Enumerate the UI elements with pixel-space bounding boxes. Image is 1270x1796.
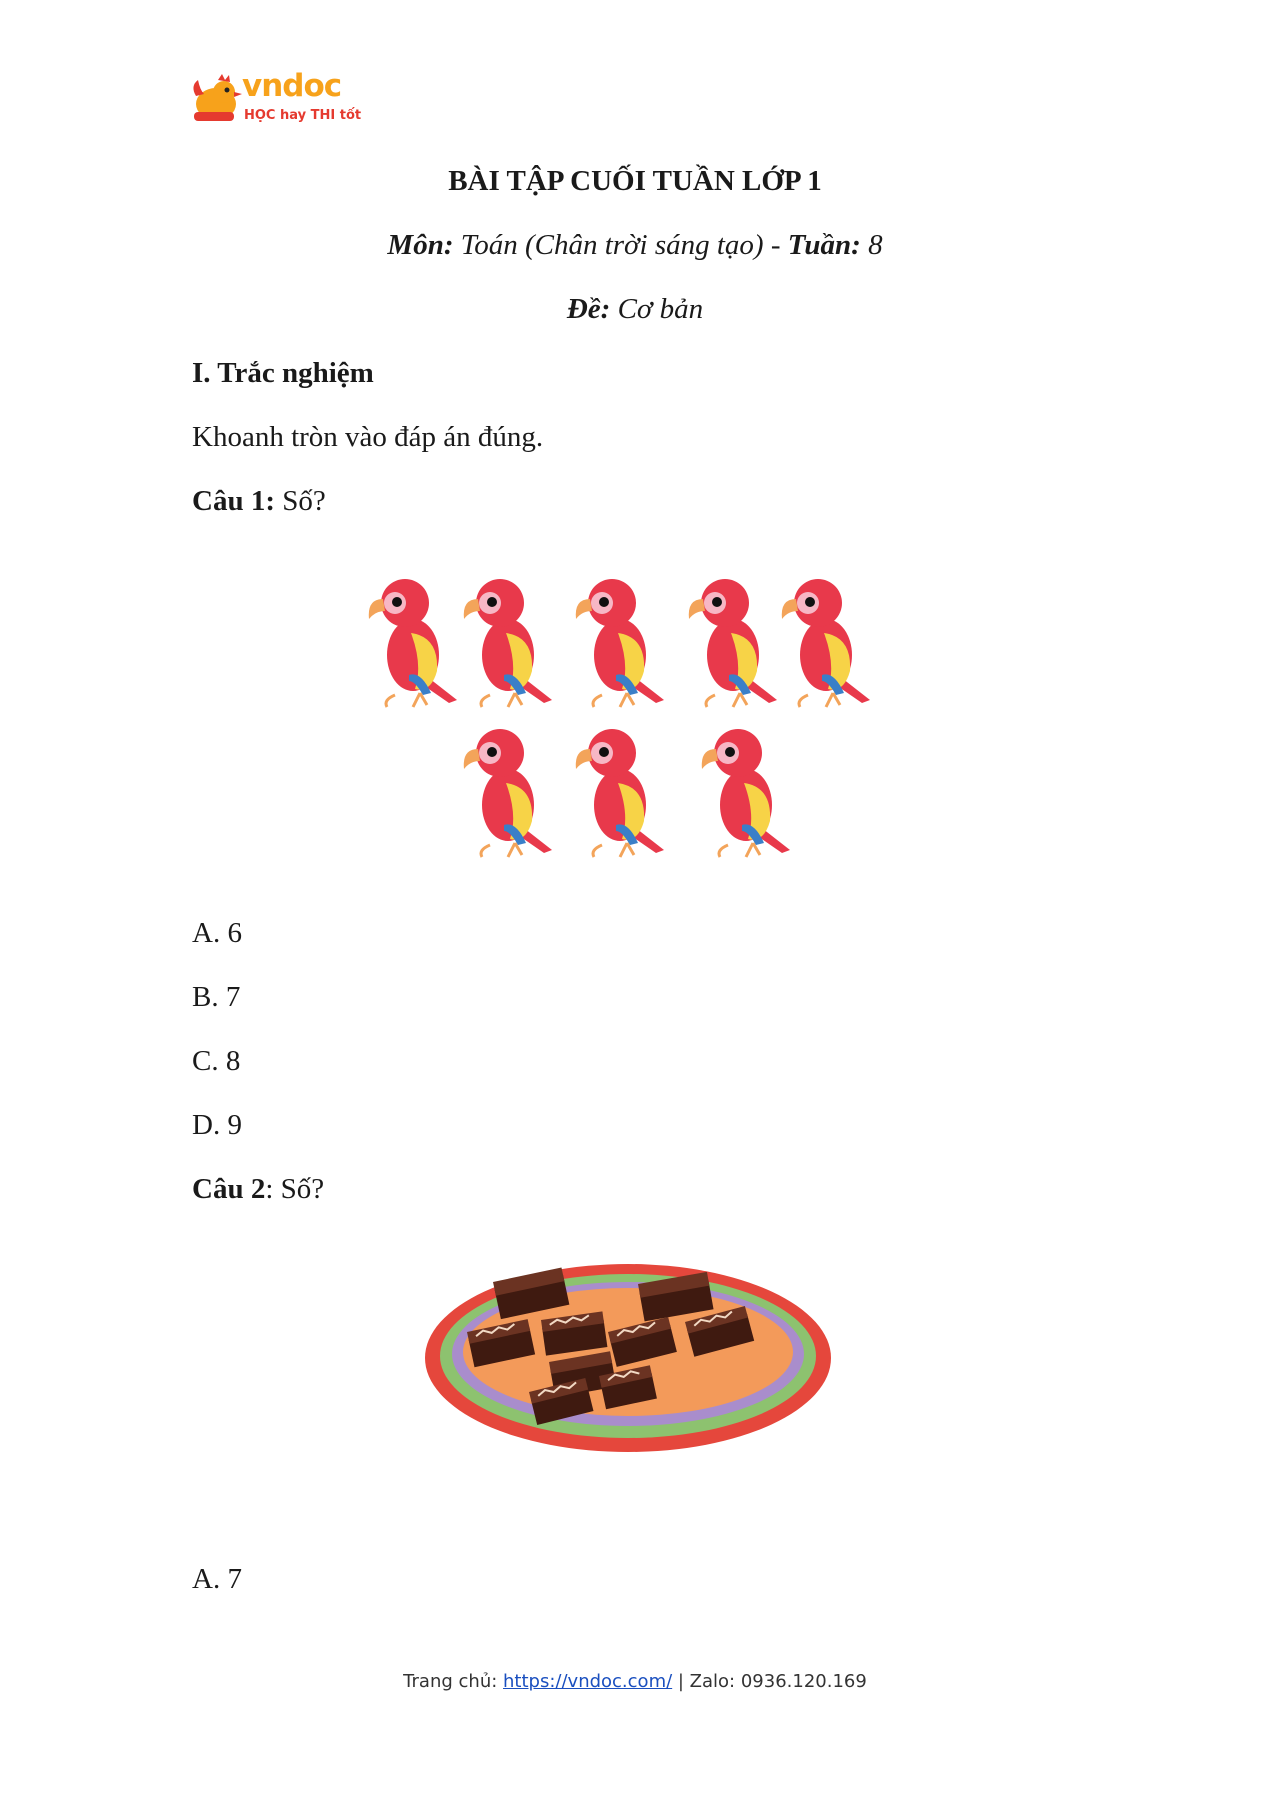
level-value: Cơ bản [610, 293, 704, 325]
parrot-image [365, 575, 465, 710]
rooster-icon [190, 74, 244, 124]
subject-label: Môn: [387, 229, 454, 261]
subject-value: Toán (Chân trời sáng tạo) - [453, 229, 788, 261]
question-2 [192, 1173, 324, 1206]
q1-option-b[interactable]: B. 7 [192, 981, 241, 1013]
week-label: Tuần: [787, 229, 861, 261]
subject-line [0, 229, 1270, 262]
page-title: BÀI TẬP CUỐI TUẦN LỚP 1 [448, 165, 822, 197]
question-1 [192, 485, 326, 518]
level-label: Đề: [566, 293, 611, 325]
parrot-image [778, 575, 878, 710]
logo-wordmark: vndoc [242, 68, 342, 104]
q1-option-a[interactable]: A. 6 [192, 917, 242, 949]
question-1-text: Số? [274, 485, 326, 517]
parrot-image [685, 575, 785, 710]
parrot-image [698, 725, 798, 860]
footer-home-link[interactable]: https://vndoc.com/ [503, 1671, 673, 1692]
parrot-image [460, 575, 560, 710]
q1-option-c[interactable]: C. 8 [192, 1045, 241, 1077]
question-2-label: Câu 2 [192, 1173, 266, 1205]
vndoc-logo[interactable] [190, 68, 362, 130]
parrot-illustration [360, 575, 880, 855]
brownie-plate-image [423, 1262, 833, 1454]
q2-option-a[interactable]: A. 7 [192, 1563, 242, 1595]
parrot-image [460, 725, 560, 860]
logo-tagline: HỌC hay THI tốt [244, 108, 362, 123]
question-2-text: : Số? [265, 1173, 325, 1205]
parrot-image [572, 575, 672, 710]
section-heading: I. Trắc nghiệm [192, 357, 374, 389]
parrot-image [572, 725, 672, 860]
week-value: 8 [860, 229, 883, 261]
question-1-label: Câu 1: [192, 485, 275, 517]
page-footer [0, 1671, 1270, 1692]
q1-option-d[interactable]: D. 9 [192, 1109, 242, 1141]
footer-prefix: Trang chủ: [403, 1671, 504, 1692]
level-line [0, 293, 1270, 326]
footer-contact: | Zalo: 0936.120.169 [672, 1671, 867, 1692]
instruction-text: Khoanh tròn vào đáp án đúng. [192, 421, 544, 453]
